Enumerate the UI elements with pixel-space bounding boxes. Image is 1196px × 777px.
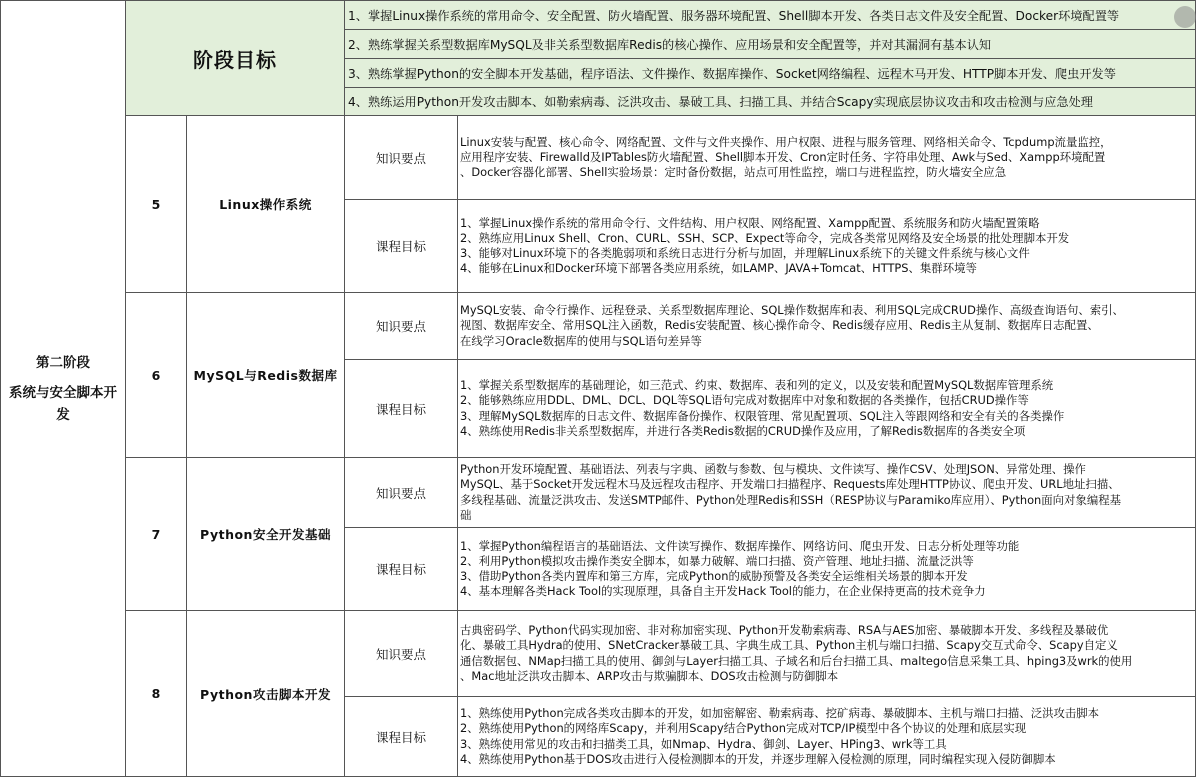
knowledge-content	[458, 293, 1196, 360]
objective-content	[458, 697, 1196, 777]
objective-content	[458, 360, 1196, 458]
objective-line: 3、熟练使用常见的攻击和扫描类工具，如Nmap、Hydra、御剑、Layer、HPing3、wrk等工具	[460, 736, 947, 751]
course-name: Python安全开发基础	[187, 458, 345, 611]
knowledge-line: 、Docker容器化部署、Shell实验场景：定时备份数据，站点可用性监控，端口与进程监控，防火墙安全应急	[460, 165, 1007, 180]
objective-line: 2、能够熟练应用DDL、DML、DCL、DQL等SQL语句完成对数据库中对象和数据的各类操作，包括CRUD操作等	[460, 393, 1029, 408]
objective-line: 4、熟练使用Redis非关系型数据库，并进行各类Redis数据的CRUD操作及应用，了解Redis数据库的各类安全项	[460, 423, 1026, 438]
objective-line: 2、熟练使用Python的网络库Scapy，并利用Scapy结合Python完成对TCP/IP模型中各个协议的处理和底层实现	[460, 721, 1027, 736]
knowledge-label: 知识要点	[345, 458, 458, 528]
objective-label: 课程目标	[345, 200, 458, 293]
objective-line: 4、能够在Linux和Docker环境下部署各类应用系统，如LAMP、JAVA+Tomcat、HTTPS、集群环境等	[460, 261, 977, 276]
objective-line: 3、借助Python各类内置库和第三方库，完成Python的威胁预警及各类安全运维相关场景的脚本开发	[460, 569, 968, 583]
objective-line: 4、熟练使用Python基于DOS攻击进行入侵检测脚本的开发，并逐步理解入侵检测的原理，同时编程实现入侵防御脚本	[460, 751, 1056, 766]
course-name: Linux操作系统	[187, 116, 345, 293]
objective-content	[458, 200, 1196, 293]
objective-line: 1、掌握关系型数据库的基础理论，如三范式、约束、数据库、表和列的定义，以及安装和配置MySQL数据库管理系统	[460, 378, 1054, 393]
objective-line: 1、掌握Linux操作系统的常用命令行、文件结构、用户权限、网络配置、Xampp配置、系统服务和防火墙配置策略	[460, 215, 1040, 230]
course-name: Python攻击脚本开发	[187, 611, 345, 777]
stage-name: 第二阶段	[36, 354, 90, 371]
course-number: 5	[126, 116, 187, 293]
knowledge-content	[458, 116, 1196, 200]
objective-line: 2、熟练应用Linux Shell、Cron、CURL、SSH、SCP、Expect等命令，完成各类常见网络及安全场景的批处理脚本开发	[460, 230, 1070, 245]
knowledge-label: 知识要点	[345, 116, 458, 200]
course-name: MySQL与Redis数据库	[187, 293, 345, 458]
knowledge-line: 古典密码学、Python代码实现加密、非对称加密实现、Python开发勒索病毒、RSA与AES加密、暴破脚本开发、多线程及暴破优	[460, 623, 1109, 638]
objective-line: 2、利用Python模拟攻击操作类安全脚本，如暴力破解、端口扫描、资产管理、地址扫描、流量泛洪等	[460, 553, 974, 568]
knowledge-line: 多线程基础、流量泛洪攻击、发送SMTP邮件、Python处理Redis和SSH（RESP协议与Paramiko库应用）、Python面向对象编程基	[460, 492, 1122, 507]
objective-content	[458, 528, 1196, 611]
course-number: 7	[126, 458, 187, 611]
knowledge-label: 知识要点	[345, 293, 458, 360]
objective-label: 课程目标	[345, 528, 458, 611]
objective-label: 课程目标	[345, 697, 458, 777]
knowledge-line: Python开发环境配置、基础语法、列表与字典、函数与参数、包与模块、文件读写、操作CSV、处理JSON、异常处理、操作	[460, 462, 1086, 477]
objective-line: 1、熟练使用Python完成各类攻击脚本的开发，如加密解密、勒索病毒、挖矿病毒、暴破脚本、主机与端口扫描、泛洪攻击脚本	[460, 706, 1100, 721]
knowledge-content	[458, 458, 1196, 528]
knowledge-line: 、Mac地址泛洪攻击脚本、ARP攻击与欺骗脚本、DOS攻击检测与防御脚本	[460, 668, 839, 683]
knowledge-line: 通信数据包、NMap扫描工具的使用、御剑与Layer扫描工具、子域名和后台扫描工具、maltego信息采集工具、hping3及wrk的使用	[460, 653, 1133, 668]
goal-item-2: 2、熟练掌握关系型数据库MySQL及非关系型数据库Redis的核心操作、应用场景和安全配置等，并对其漏洞有基本认知	[345, 30, 1196, 59]
stage-subtitle: 系统与安全脚本开	[9, 384, 117, 401]
knowledge-content	[458, 611, 1196, 697]
course-number: 6	[126, 293, 187, 458]
knowledge-line: 在线学习Oracle数据库的使用与SQL语句差异等	[460, 333, 702, 348]
goal-item-1: 1、掌握Linux操作系统的常用命令、安全配置、防火墙配置、服务器环境配置、Shell脚本开发、各类日志文件及安全配置、Docker环境配置等	[345, 0, 1196, 30]
knowledge-line: 化、暴破工具Hydra的使用、SNetCracker暴破工具、字典生成工具、Python主机与端口扫描、Scapy交互式命令、Scapy自定义	[460, 638, 1118, 653]
goals-title: 阶段目标	[126, 0, 345, 116]
goal-item-4: 4、熟练运用Python开发攻击脚本、如勒索病毒、泛洪攻击、暴破工具、扫描工具、并结合Scapy实现底层协议攻击和攻击检测与应急处理	[345, 88, 1196, 116]
knowledge-line: MySQL安装、命令行操作、远程登录、关系型数据库理论、SQL操作数据库和表、利用SQL完成CRUD操作、高级查询语句、索引、	[460, 303, 1124, 318]
knowledge-line: Linux安装与配置、核心命令、网络配置、文件与文件夹操作、用户权限、进程与服务管理、网络相关命令、Tcpdump流量监控，	[460, 134, 1112, 149]
stage-cell	[0, 0, 126, 777]
goal-item-3: 3、熟练掌握Python的安全脚本开发基础，程序语法、文件操作、数据库操作、Socket网络编程、远程木马开发、HTTP脚本开发、爬虫开发等	[345, 59, 1196, 88]
stage-subtitle-cont: 发	[56, 406, 70, 423]
knowledge-label: 知识要点	[345, 611, 458, 697]
scroll-handle[interactable]	[1174, 6, 1196, 28]
knowledge-line: MySQL、基于Socket开发远程木马及远程攻击程序、开发端口扫描程序、Requests库处理HTTP协议、爬虫开发、URL地址扫描、	[460, 477, 1120, 492]
objective-line: 4、基本理解各类Hack Tool的实现原理，具备自主开发Hack Tool的能力，在企业保持更高的技术竞争力	[460, 584, 986, 599]
knowledge-line: 础	[460, 507, 472, 522]
objective-label: 课程目标	[345, 360, 458, 458]
objective-line: 3、能够对Linux环境下的各类脆弱项和系统日志进行分析与加固，并理解Linux系统下的关键文件系统与核心文件	[460, 246, 1030, 260]
objective-line: 3、理解MySQL数据库的日志文件、数据库备份操作、权限管理、常见配置项、SQL注入等跟网络和安全有关的各类操作	[460, 408, 1065, 423]
knowledge-line: 应用程序安装、Firewalld及IPTables防火墙配置、Shell脚本开发、Cron定时任务、字符串处理、Awk与Sed、Xampp环境配置	[460, 149, 1106, 164]
objective-line: 1、掌握Python编程语言的基础语法、文件读写操作、数据库操作、网络访问、爬虫开发、日志分析处理等功能	[460, 538, 1020, 553]
course-number: 8	[126, 611, 187, 777]
knowledge-line: 视图、数据库安全、常用SQL注入函数，Redis安装配置、核心操作命令、Redis缓存应用、Redis主从复制、数据库日志配置、	[460, 318, 1099, 333]
